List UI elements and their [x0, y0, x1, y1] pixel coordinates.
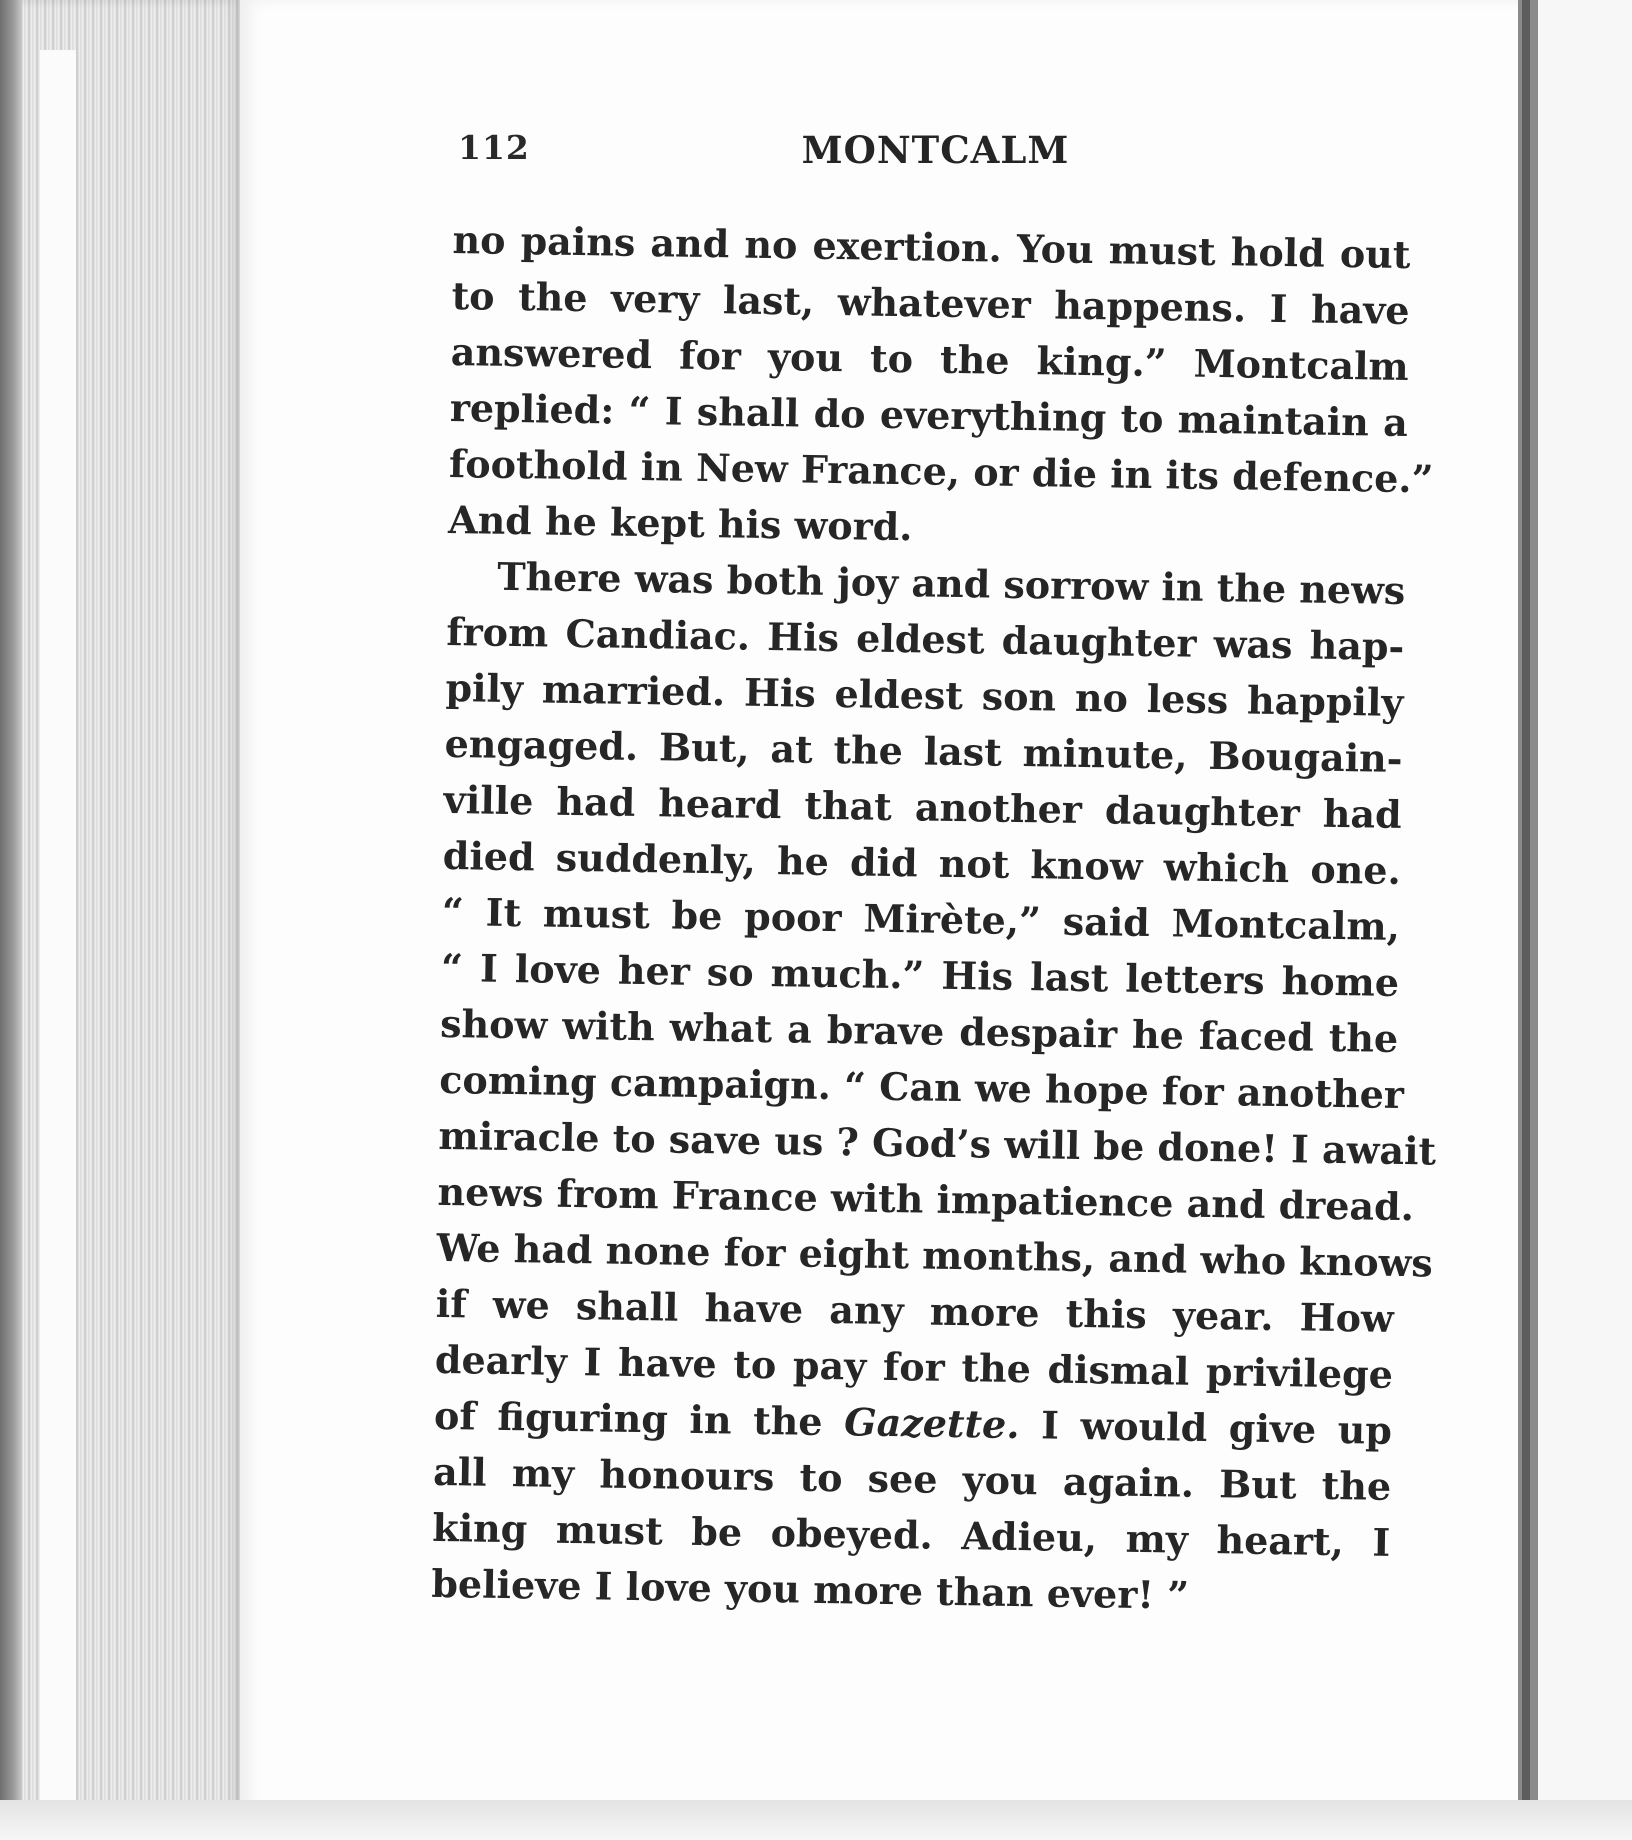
- text-line: We had none for eight months, and who knows: [436, 1224, 1434, 1286]
- text-line: There was both joy and sorrow in the news: [496, 553, 1406, 614]
- text-line: answered for you to the king.” Montcalm: [450, 328, 1410, 390]
- text-line: miracle to save us ? God’s will be done! I await: [438, 1112, 1437, 1174]
- text-line: show with what a brave despair he faced the: [439, 1000, 1399, 1061]
- text-line: died suddenly, he did not know which one.: [442, 832, 1402, 893]
- text-line: foothold in New France, or die in its defence.”: [448, 440, 1434, 502]
- text-line: believe I love you more than ever! ”: [431, 1560, 1190, 1618]
- text-line: engaged. But, at the last minute, Bougain-: [444, 720, 1403, 781]
- text-line: if we shall have any more this year. How: [435, 1280, 1395, 1341]
- italic-gazette: Gazette.: [843, 1399, 1020, 1448]
- text-line: king must be obeyed. Adieu, my heart, I: [431, 1504, 1391, 1565]
- text-run: of figuring in the: [433, 1392, 845, 1445]
- text-line: coming campaign. “ Can we hope for another: [439, 1056, 1405, 1118]
- page-bottom-edge: [0, 1800, 1632, 1840]
- paragraph-2: [431, 548, 1437, 1627]
- text-line: replied: “ I shall do everything to maintain a: [449, 384, 1409, 446]
- text-run: I would give up: [1019, 1402, 1393, 1453]
- page-header: [458, 128, 1413, 174]
- page-stack-edge: [0, 0, 240, 1840]
- running-title: MONTCALM: [801, 128, 1070, 172]
- text-line: And he kept his word.: [447, 496, 913, 550]
- text-line: news from France with impatience and dread.: [437, 1168, 1415, 1230]
- text-line: from Candiac. His eldest daughter was hap-: [446, 608, 1405, 669]
- text-line: pily married. His eldest son no less happily: [445, 664, 1404, 725]
- page-number: 112: [458, 128, 530, 167]
- paragraph-1: [447, 212, 1434, 563]
- cover-edge-shadow: [1522, 0, 1530, 1810]
- body-text: [431, 212, 1437, 1627]
- text-line: to the very last, whatever happens. I have: [451, 272, 1410, 334]
- page-stack-highlight: [40, 50, 78, 1800]
- text-line: “ I love her so much.” His last letters home: [440, 944, 1400, 1005]
- text-line: dearly I have to pay for the dismal privilege: [434, 1336, 1394, 1397]
- text-line: no pains and no exertion. You must hold out: [452, 216, 1411, 278]
- text-line: “ It must be poor Mirète,” said Montcalm,: [441, 888, 1401, 949]
- scan-background: [1538, 0, 1632, 1840]
- text-line: ville had heard that another daughter had: [443, 776, 1403, 837]
- text-line: all my honours to see you again. But the: [432, 1448, 1392, 1509]
